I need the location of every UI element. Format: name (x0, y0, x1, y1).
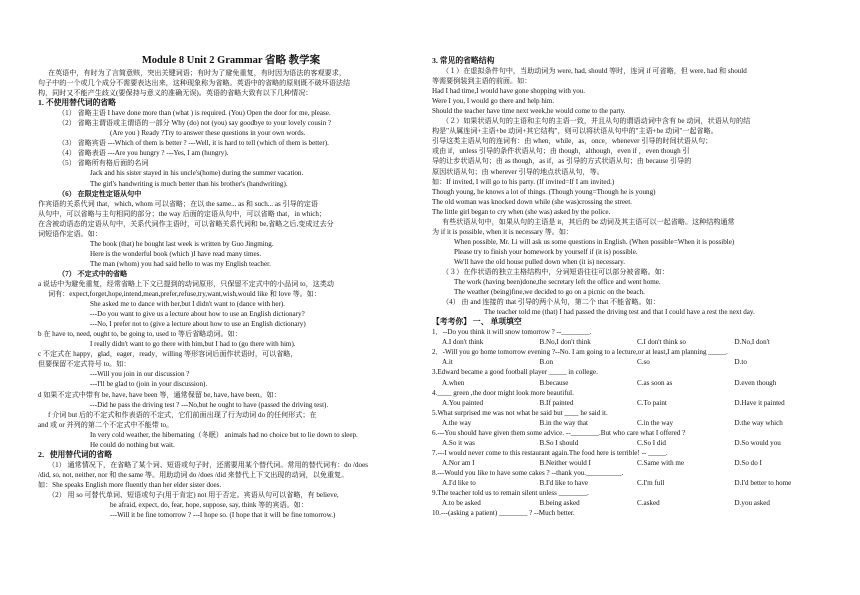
answer-option[interactable]: A.it (442, 358, 453, 367)
question-item (432, 448, 832, 468)
answer-option[interactable]: A.Nor am I (442, 458, 475, 467)
answer-option[interactable]: C.I don't think so (637, 338, 686, 347)
answer-option[interactable]: B.because (539, 378, 569, 387)
answer-options (432, 498, 832, 508)
question-item (432, 388, 832, 408)
text-line: Please try to finish your homework by yourself if (it is) possible. (454, 247, 638, 256)
text-line: He could do nothing but wait. (90, 440, 175, 449)
text-line: ---Do you want to give us a lecture about how to use an English dictionary? (90, 310, 305, 319)
question-text: 8.---Would you like to have some cakes ? --thank you.__________. (432, 468, 624, 477)
question-text: 2．-Will you go home tomorrow evening ?--No. I am going to a lecture,or at least,I am planning _____. (432, 348, 728, 357)
text-line: In very cold weather, the hibernating（冬眠） animals had no choice but to lie down to sleep. (90, 430, 358, 439)
text-line: （2） 用 so 可替代单词、短语或句子(用于肯定) not 用于否定。宾语从句可以省略，有 believe, (48, 490, 339, 499)
text-line: （2） 省略主谓语或主谓语的一部分 Why (do) not (you) say goodbye to your lovely cousin ? (58, 119, 332, 128)
question-list (432, 327, 832, 518)
text-line: （5） 省略所有格后面的名词 (58, 159, 149, 168)
answer-option[interactable]: D.even though (734, 378, 777, 387)
text-line: The old woman was knocked down while (she was)crossing the street. (432, 197, 632, 206)
text-line: 2．使用替代词的省略 (38, 449, 113, 459)
answer-option[interactable]: D.I'd better to home (734, 478, 792, 487)
text-line: I really didn't want to go there with him,but I had to (go there with him). (90, 340, 296, 349)
text-line: 有些状语从句中，如果从句的主语是 it，其后的 be 动词及其主语可以一起省略。这种结构通常 (442, 217, 735, 226)
answer-option[interactable]: D.So would you (734, 438, 781, 447)
answer-option[interactable]: B.being asked (539, 499, 580, 508)
question-item (432, 347, 832, 367)
text-line: 导的让步状语从句；由 as though，as if，as 引导的方式状语从句；由 because 引导的 (432, 157, 692, 166)
text-line: 构，同时又不能产生歧义(要保持与意义的准确无误)。英语的省略大致有以下几种情况： (38, 89, 313, 98)
answer-option[interactable]: A.the way (442, 418, 472, 427)
text-line: ---Did he pass the driving test ? ---No,but he ought to have (passed the driving test). (90, 400, 329, 409)
question-item (432, 508, 832, 518)
text-line: Jack and his sister stayed in his uncle's(home) during the summer vacation. (90, 169, 304, 178)
answer-option[interactable]: A.when (442, 378, 465, 387)
text-line: f 介词 but 后的不定式和作表语的不定式，它们前面出现了行为动词 do 的任何形式；在 (48, 410, 317, 419)
text-line: 在含被动语态的定语从句中，关系代词作主语时，可以省略关系代词和 be,省略之后,变成过去分 (38, 219, 334, 228)
text-line: ---I'll be glad to (join in your discussion). (90, 380, 208, 389)
text-line: and 或 or 并列的第二个不定式中不能带 to。 (38, 420, 174, 429)
answer-option[interactable]: D.So do I (734, 458, 762, 467)
text-line: Were I you, I would go there and help him. (432, 97, 555, 106)
page-title: Module 8 Unit 2 Grammar 省略 教学案 (141, 55, 321, 66)
answer-option[interactable]: A.So it was (442, 438, 475, 447)
answer-option[interactable]: A.I'd like to (442, 478, 476, 487)
text-line: The work (having been)done,the secretary left the office and went home. (454, 278, 661, 287)
right-column (432, 56, 832, 518)
text-line: 引导这类主语从句的连词有：由 when，while，as，once，whenever 引导的时间状语从句； (432, 137, 713, 146)
answer-options (432, 438, 832, 448)
question-text: 1．--Do you think it will snow tomorrow ? --________. (432, 328, 592, 337)
text-line: ---Will you join in our discussion ? (90, 370, 190, 379)
answer-option[interactable]: A.to be asked (442, 499, 481, 508)
question-item (432, 488, 832, 508)
text-line: （1） 通常情况下，在省略了某个词、短语或句子时，还需要用某个替代词。常用的替代词有：do /does (48, 460, 369, 469)
answer-option[interactable]: D.you asked (734, 499, 770, 508)
text-line: 作宾语的关系代词 that，which, whom 可以省略；在以 the same... as 和 such... as 引导的定语 (38, 199, 318, 208)
text-line: （3） 省略宾语 ---Which of them is better ? ---Well, it is hard to tell (which of them is better). (58, 139, 329, 148)
question-text: 9.The teacher told us to remain silent unless ________. (432, 489, 589, 498)
text-line: Should the teacher have time next week,he would come to the party. (432, 107, 626, 116)
text-line: 词短语作定语。如： (38, 229, 102, 238)
question-item (432, 327, 832, 347)
text-line: 或由 if，unless 引导的条件状语从句；由 though，although，even if ，even though 引 (432, 147, 690, 156)
text-line: 1. 不使用替代词的省略 (38, 98, 116, 108)
text-line: The man (whom) you had said hello to was my English teacher. (90, 259, 271, 268)
question-text: 6.---You should have given them some advice. --________.But who care what I offered ? (432, 428, 686, 437)
answer-options (432, 378, 832, 388)
answer-option[interactable]: B.in the way that (539, 418, 588, 427)
question-text: 3.Edward became a good football player _____ in college. (432, 368, 598, 377)
question-item (432, 408, 832, 428)
text-line: d 如果不定式中带有 be, have, have been 等，通常保留 be, have, have been。如： (38, 390, 281, 399)
text-line: 为 if it is possible, when it is necessary 等。如： (432, 227, 574, 236)
section-title: 3. 常见的省略结构 (432, 56, 495, 65)
text-line: （7） 不定式中的省略 (58, 269, 128, 278)
answer-option[interactable]: C.I'm full (637, 478, 665, 487)
text-line: The book (that) he bought last week is written by Guo Jingming. (90, 239, 274, 248)
question-text: 7.---I would never come to this restaurant again.The food here is terrible! -- _____. (432, 448, 668, 457)
text-line: 在英语中，有时为了言简意赅，突出关键词语；有时为了避免重复，有时因为语法的客观要求， (48, 69, 346, 77)
text-line: （1） 省略主语 I have done more than (what ) is required. (You) Open the door for me, please. (58, 109, 331, 118)
answer-options (432, 398, 832, 408)
answer-options (432, 478, 832, 488)
text-line: a 说话中为避免重复，经常省略上下文已提到的动词原形，只保留不定式中的小品词 to，这类动 (38, 279, 334, 288)
answer-options (432, 337, 832, 347)
answer-option[interactable]: C.asked (637, 499, 660, 508)
answer-option[interactable]: B.I'd like to have (539, 478, 589, 487)
question-item (432, 367, 832, 387)
answer-option[interactable]: B.No,I don't think (539, 338, 591, 347)
text-line: 如：She speaks English more fluently than her elder sister does. (38, 480, 222, 489)
text-line: The girl's handwriting is much better than his brother's (handwriting). (90, 179, 288, 188)
answer-option[interactable]: C.in the way (637, 418, 674, 427)
answer-option[interactable]: C.Same with me (637, 458, 685, 467)
answer-option[interactable]: B.on (539, 358, 554, 367)
right-text-block (432, 66, 832, 317)
text-line: When possible, Mr. Li will ask us some questions in English. (When possible=When it is possible) (454, 237, 735, 246)
text-line: Though young, he knows a lot of things. (Though young=Though he is young) (432, 187, 656, 196)
exam-header: 【考考你】 一、 单项填空 (432, 317, 522, 327)
text-line: c 不定式在 happy，glad，eager，ready，willing 等形容词后面作状语时，可以省略， (38, 350, 298, 359)
text-line: 等需要倒装到主语的前面。如： (432, 77, 532, 86)
text-line: 如：If invited, I will go to his party. (If invited=If I am invited.) (432, 177, 615, 186)
answer-option[interactable]: B.Neither would I (539, 458, 591, 467)
answer-option[interactable]: D.Have it painted (734, 398, 785, 407)
question-item (432, 468, 832, 488)
question-text: 10.---(asking a patient) ________ ? --Much better. (432, 509, 575, 518)
text-line: 原因状语从句；由 wherever 引导的地点状语从句，等。 (432, 167, 604, 176)
text-line: She asked me to dance with her,but I didn't want to (dance with her). (90, 300, 286, 309)
text-line: The little girl began to cry when (she was) asked by the police. (432, 207, 611, 216)
question-text: 4.____ green ,the door might look more beautiful. (432, 388, 574, 397)
answer-option[interactable]: B.So I should (539, 438, 579, 447)
text-line: /did, so, not, neither, nor 和 the same 等。用助动词 do /does /did 来替代上下文出现的动词，以免重复。 (38, 470, 349, 479)
text-line: （３）在作状语的独立主格结构中，分词短语往往可以部分被省略。如： (442, 267, 669, 276)
text-line: （4） 由 and 连接的 that 引导的两个从句，第二个 that 不能省略。如： (442, 298, 660, 307)
text-line: The teacher told me (that) I had passed the driving test and that I could have a rest the next day. (484, 308, 755, 317)
question-text: 5.What surprised me was not what he said but ____ he said it. (432, 408, 608, 417)
text-line: 构是"从属连词+主语+be 动词+其它结构"，则可以将状语从句中的"主语+be 动词"一起省略。 (432, 127, 718, 136)
text-line: ---No, I prefer not to (give a lecture about how to use an English dictionary) (90, 320, 306, 329)
left-text-block (38, 68, 424, 520)
text-line: be afraid, expect, do, fear, hope, suppose, say, think 等的宾语。如： (110, 501, 308, 510)
text-line: （２）如果状语从句的主语和主句的主语一致，并且从句的谓语动词中含有 be 动词，状语从句的结 (442, 117, 751, 126)
text-line: 但要保留不定式符号 to。如： (38, 360, 131, 369)
answer-option[interactable]: D.No,I don't (734, 338, 770, 347)
answer-options (432, 418, 832, 428)
question-item (432, 428, 832, 448)
answer-option[interactable]: A.You painted (442, 398, 484, 407)
answer-option[interactable]: C.To paint (637, 398, 667, 407)
text-line: （4） 省略表语 ---Are you hungry ? ---Yes, I am (hungry). (58, 149, 229, 158)
text-line: 从句中，可以省略与主句相同的部分；the way 后面的定语从句中，可以省略 that，in which； (38, 209, 327, 218)
answer-option[interactable]: D.the way which (734, 418, 783, 427)
text-line: We'll have the old house pulled down when (it is) necessary. (454, 257, 626, 266)
answer-option[interactable]: B.If painted (539, 398, 574, 407)
text-line: Here is the wonderful book (which )I have read many times. (90, 249, 262, 258)
answer-option[interactable]: C.as soon as (637, 378, 673, 387)
text-line: b 在 have to, need, ought to, be going to, used to 等后省略动词。如： (38, 330, 242, 339)
answer-options (432, 458, 832, 468)
text-line: ---Will it be fine tomorrow ? ---I hope so. (I hope that it will be fine tomorrow.) (110, 511, 336, 520)
answer-option[interactable]: C.So I did (637, 438, 666, 447)
answer-options (432, 357, 832, 367)
answer-option[interactable]: A.I don't think (442, 338, 484, 347)
text-line: （6） 在限定性定语从句中 (58, 189, 142, 198)
text-line: 词有：expect,forget,hope,intend,mean,prefer,refuse,try,want,wish,would like 和 love 等。如： (48, 290, 321, 299)
text-line: （１）在虚拟条件句中，当助动词为 were, had, should 等时，连词 if 可省略，但 were, had 和 should (442, 67, 747, 76)
answer-option[interactable]: C.so (637, 358, 650, 367)
text-line: 句子中的一个或几个成分不需要表达出来，这种现象称为省略。英语中的省略的原则既不破坏语法结 (38, 79, 351, 88)
text-line: (Are you ) Ready ?Try to answer these questions in your own words. (110, 129, 306, 138)
left-column (38, 55, 424, 520)
answer-option[interactable]: D.to (734, 358, 747, 367)
text-line: Had I had time,I would have gone shopping with you. (432, 87, 586, 96)
text-line: The weather (being)fine,we decided to go on a picnic on the beach. (454, 288, 645, 297)
